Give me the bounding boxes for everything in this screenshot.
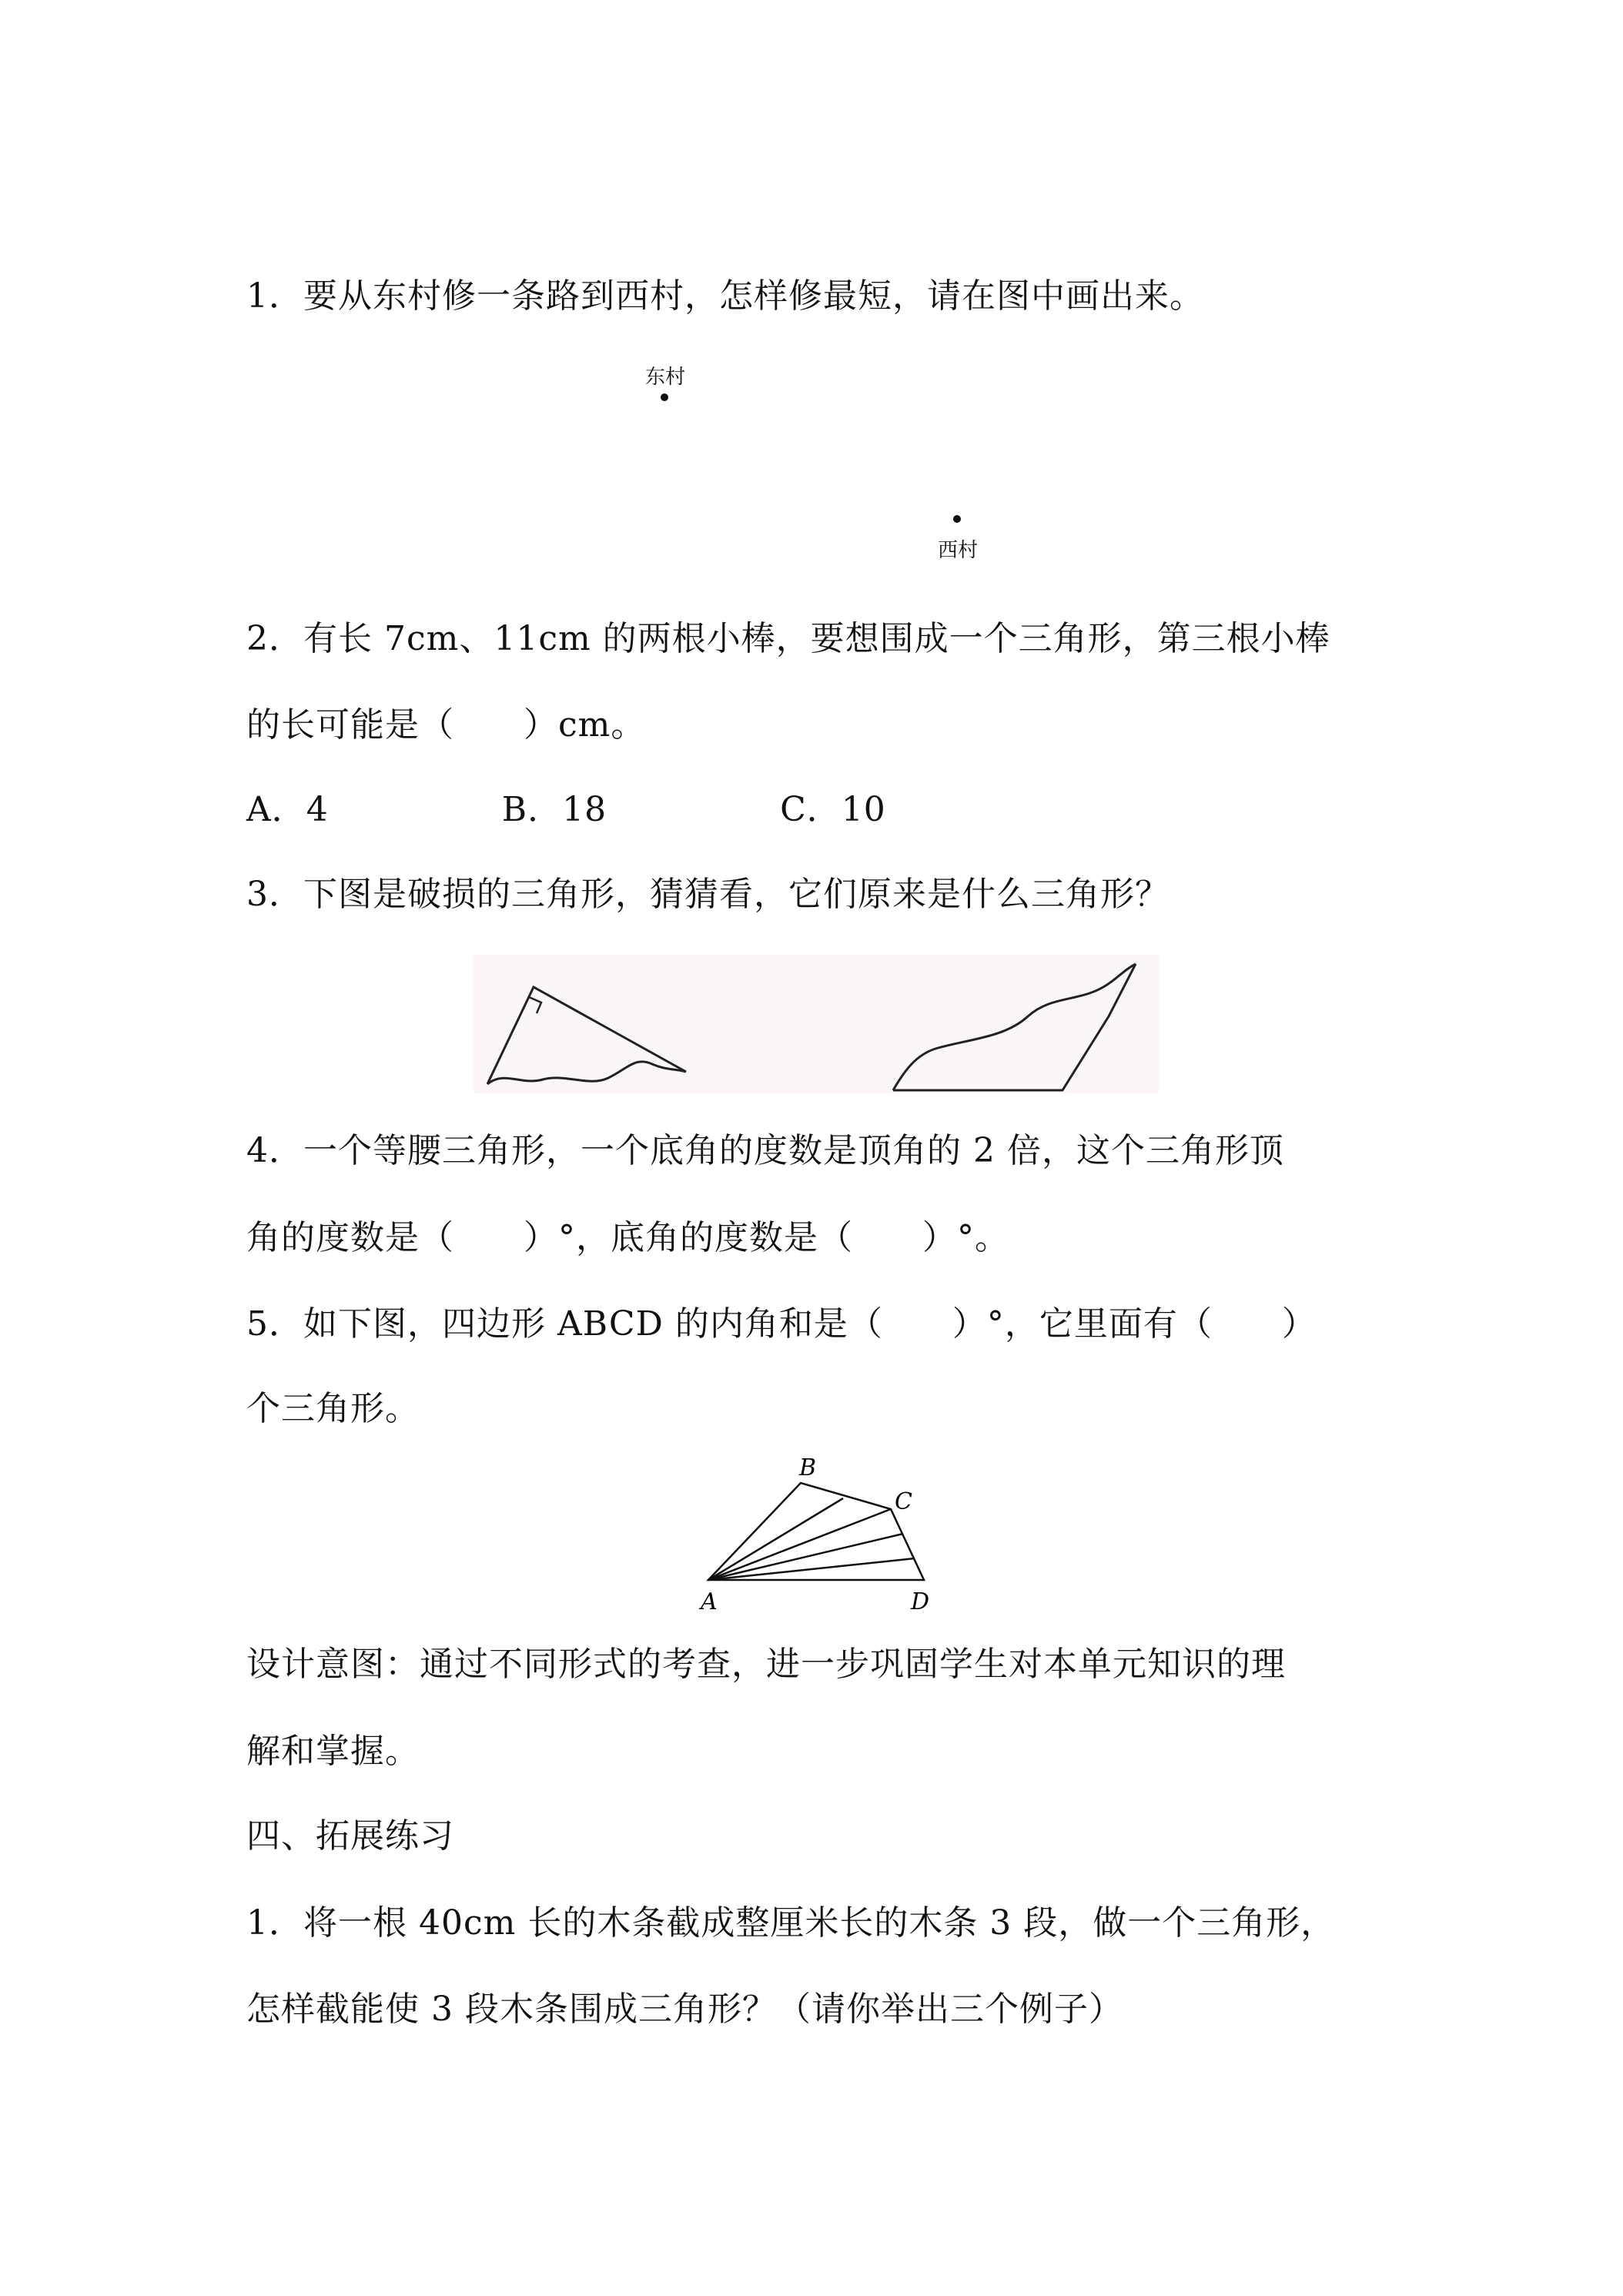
q4-line2: 角的度数是（ ）°，底角的度数是（ ）°。: [246, 1218, 1009, 1257]
diagonal-3: [708, 1534, 903, 1580]
section4-heading: 四、拓展练习: [246, 1816, 454, 1856]
q4-line1: 4．一个等腰三角形，一个底角的度数是顶角的 2 倍，这个三角形顶: [246, 1131, 1284, 1170]
q1-text: 1．要从东村修一条路到西村，怎样修最短，请在图中画出来。: [246, 276, 1204, 316]
section4-q1-line1: 1．将一根 40cm 长的木条截成整厘米长的木条 3 段，做一个三角形，: [246, 1903, 1336, 1943]
section4-q1-line2: 怎样截能使 3 段木条围成三角形？（请你举出三个例子）: [246, 1990, 1123, 2029]
figure-background: [474, 955, 1159, 1093]
q5-line2: 个三角形。: [246, 1389, 420, 1428]
quadrilateral-outline: [708, 1483, 924, 1580]
west-village-label: 西村: [938, 539, 979, 562]
vertex-d-label: D: [911, 1588, 930, 1613]
west-village-dot: [953, 515, 961, 523]
vertex-c-label: C: [895, 1488, 912, 1515]
diagonal-2: [708, 1509, 891, 1580]
east-village-dot: [661, 393, 668, 401]
q2-line2: 的长可能是（ ）cm。: [246, 705, 646, 745]
broken-triangles-figure: [474, 955, 1159, 1093]
vertex-b-label: B: [799, 1454, 817, 1481]
quadrilateral-abcd-figure: [685, 1448, 947, 1613]
q3-text: 3．下图是破损的三角形，猜猜看，它们原来是什么三角形？: [246, 875, 1170, 914]
q2-line1: 2．有长 7cm、11cm 的两根小棒，要想围成一个三角形，第三根小棒: [246, 619, 1330, 658]
q2-options: A．4 B．18 C．10: [246, 790, 886, 829]
design-intent-line2: 解和掌握。: [246, 1732, 420, 1771]
q5-line1: 5．如下图，四边形 ABCD 的内角和是（ ）°，它里面有（ ）: [246, 1304, 1317, 1344]
vertex-a-label: A: [701, 1588, 718, 1613]
east-village-label: 东村: [645, 366, 686, 389]
design-intent-line1: 设计意图：通过不同形式的考查，进一步巩固学生对本单元知识的理: [246, 1645, 1286, 1684]
